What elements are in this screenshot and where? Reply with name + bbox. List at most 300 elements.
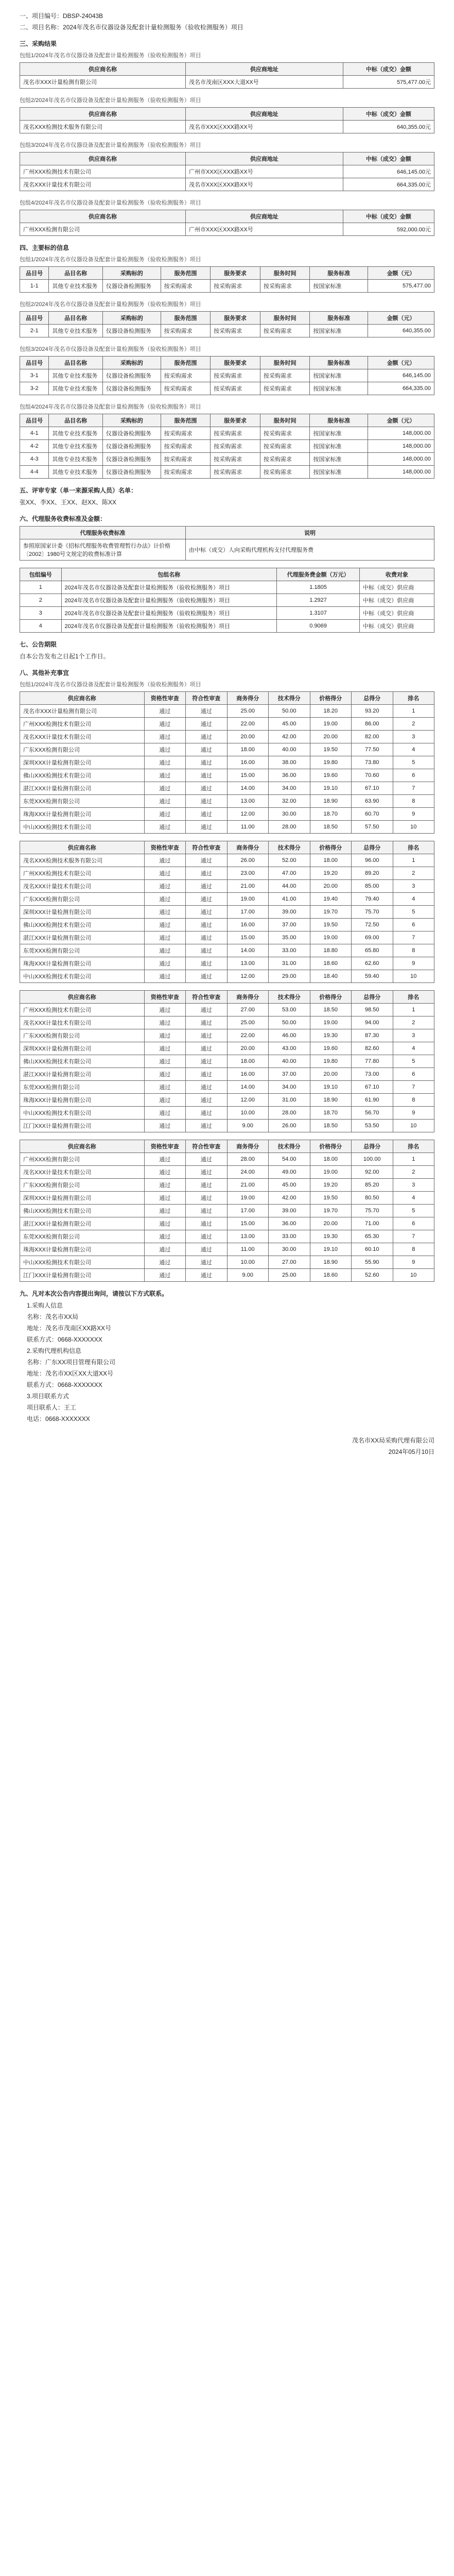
- cell: 通过: [186, 867, 228, 880]
- cell: 22.00: [227, 718, 269, 731]
- cell: 646,145.00元: [343, 165, 434, 178]
- col-header: 服务范围: [161, 312, 211, 325]
- project-name-label: 二、项目名称：: [20, 24, 63, 31]
- table-row: [20, 1081, 434, 1094]
- cell: 57.50: [352, 821, 393, 834]
- cell: 按国家标准: [310, 440, 368, 453]
- table-row: [20, 1217, 434, 1230]
- cell: 广州XXX检测有限公司: [20, 1153, 145, 1166]
- col-header: 服务要求: [211, 414, 260, 427]
- col-header: 服务范围: [161, 414, 211, 427]
- cell: 其他专业技术服务: [49, 369, 103, 382]
- evaluation-table: [20, 841, 434, 983]
- cell: 3-1: [20, 369, 49, 382]
- col-header: 资格性审查: [144, 841, 186, 854]
- cell: 仪器设备检测服务: [102, 280, 161, 293]
- cell: 通过: [144, 1217, 186, 1230]
- cell: 通过: [144, 1107, 186, 1120]
- other-text: 自本公告发布之日起1个工作日。: [20, 653, 110, 660]
- cell: 通过: [186, 718, 228, 731]
- cell: 通过: [144, 1016, 186, 1029]
- cell: 其他专业技术服务: [49, 382, 103, 395]
- cell: 通过: [144, 1269, 186, 1282]
- cell: 按采购需求: [260, 325, 310, 337]
- cell: 18.60: [310, 957, 352, 970]
- cell: 通过: [186, 795, 228, 808]
- cell: 按采购需求: [211, 453, 260, 466]
- cell: 62.60: [352, 957, 393, 970]
- cell: 4-3: [20, 453, 49, 466]
- table-row: [20, 808, 434, 821]
- cell: 珠海XXX计量检测有限公司: [20, 1243, 145, 1256]
- evaluation-table: [20, 1140, 434, 1282]
- cell: 3: [393, 1029, 434, 1042]
- cell: 19.00: [310, 931, 352, 944]
- cell: 中标（成交）供应商: [360, 620, 434, 633]
- cell: 23.00: [227, 867, 269, 880]
- cell: 7: [393, 782, 434, 795]
- cell: 中山XXX检测技术有限公司: [20, 1107, 145, 1120]
- cell: 广东XXX检测有限公司: [20, 1179, 145, 1192]
- cell: 1.2927: [277, 594, 360, 607]
- cell: 10: [393, 1120, 434, 1132]
- cell: 20.00: [227, 1042, 269, 1055]
- cell: 80.50: [352, 1192, 393, 1205]
- cell: 19.00: [227, 893, 269, 906]
- cell: 77.50: [352, 743, 393, 756]
- cell: 75.70: [352, 906, 393, 919]
- col-header: 采购标的: [102, 414, 161, 427]
- cell: 按国家标准: [310, 382, 368, 395]
- col-header: 技术得分: [269, 1140, 310, 1153]
- cell: 60.70: [352, 808, 393, 821]
- col-header: 供应商名称: [20, 692, 145, 705]
- project-no-label: 一、项目编号：: [20, 12, 63, 20]
- cell: 4-2: [20, 440, 49, 453]
- main-info-title: 四、主要标的信息: [20, 244, 69, 251]
- cell: 148,000.00: [368, 440, 434, 453]
- cell: 通过: [144, 1243, 186, 1256]
- cell: 东莞XXX检测有限公司: [20, 944, 145, 957]
- cell: 4: [393, 893, 434, 906]
- cell: 按采购需求: [161, 466, 211, 479]
- col-header: 服务要求: [211, 357, 260, 369]
- cell: 1: [393, 1153, 434, 1166]
- cell: 82.60: [352, 1042, 393, 1055]
- col-header: 品目号: [20, 414, 49, 427]
- cell: 东莞XXX检测有限公司: [20, 795, 145, 808]
- col-header: 中标（成交）金额: [343, 63, 434, 76]
- col-header: 品目号: [20, 267, 49, 280]
- cell: 50.00: [269, 1016, 310, 1029]
- cell: 28.00: [227, 1153, 269, 1166]
- cell: 广州市XXX区XXX路XX号: [186, 165, 343, 178]
- cell: 1: [393, 854, 434, 867]
- table-row: [20, 594, 434, 607]
- cell: 19.50: [310, 743, 352, 756]
- pm-title: 3.项目联系方式: [27, 1393, 69, 1400]
- cell: 37.00: [269, 919, 310, 931]
- col-header: 价格得分: [310, 1140, 352, 1153]
- cell: 通过: [186, 1256, 228, 1269]
- package4-title: 包组4/2024年茂名市仪器设备及配套计量检测服务（验收检测服务）项目: [20, 200, 201, 206]
- cell: 按采购需求: [260, 369, 310, 382]
- col-header: 代理服务收费标准: [20, 527, 186, 539]
- cell: 20.00: [310, 1217, 352, 1230]
- table-row: [20, 1029, 434, 1042]
- col-header: 品目名称: [49, 312, 103, 325]
- table-row: [20, 1068, 434, 1081]
- cell: 87.30: [352, 1029, 393, 1042]
- col-header: 价格得分: [310, 991, 352, 1004]
- cell: 广州XXX检测技术有限公司: [20, 867, 145, 880]
- table-row: [20, 1016, 434, 1029]
- cell: 按采购需求: [161, 369, 211, 382]
- footer-date: 2024年05月10日: [388, 1448, 434, 1455]
- cell: 按采购需求: [211, 382, 260, 395]
- table-row: [20, 944, 434, 957]
- eval-title: 八、其他补充事宜: [20, 669, 69, 676]
- cell: 72.50: [352, 919, 393, 931]
- agency-addr: 地址：茂名市XX区XX大道XX号: [27, 1370, 114, 1377]
- cell: 19.80: [310, 1055, 352, 1068]
- cell: 通过: [144, 1068, 186, 1081]
- table-row: [20, 223, 434, 236]
- cell: 通过: [144, 705, 186, 718]
- table-row: [20, 957, 434, 970]
- eval-note: 包组1/2024年茂名市仪器设备及配套计量检测服务（验收检测服务）项目: [20, 682, 201, 688]
- cell: 通过: [186, 1029, 228, 1042]
- col-header: 品目名称: [49, 267, 103, 280]
- cell: 通过: [186, 919, 228, 931]
- cell: 通过: [186, 906, 228, 919]
- cell: 广州XXX检测有限公司: [20, 223, 186, 236]
- cell: 按采购需求: [211, 466, 260, 479]
- cell: 0.9069: [277, 620, 360, 633]
- cell: 50.00: [269, 705, 310, 718]
- cell: 东莞XXX检测有限公司: [20, 1081, 145, 1094]
- cell: 36.00: [269, 1217, 310, 1230]
- cell: 27.00: [269, 1256, 310, 1269]
- cell: 仪器设备检测服务: [102, 382, 161, 395]
- col-header: 服务范围: [161, 357, 211, 369]
- cell: 12.00: [227, 970, 269, 983]
- cell: 通过: [144, 919, 186, 931]
- cell: 按采购需求: [260, 427, 310, 440]
- cell: 仪器设备检测服务: [102, 325, 161, 337]
- cell: 44.00: [269, 880, 310, 893]
- cell: 19.10: [310, 1243, 352, 1256]
- contact-title: 九、凡对本次公告内容提出询问，请按以下方式联系。: [20, 1290, 168, 1297]
- cell: 茂名XXX检测技术服务有限公司: [20, 121, 186, 133]
- cell: 18.40: [310, 970, 352, 983]
- cell: 通过: [144, 1004, 186, 1016]
- table-row: [20, 756, 434, 769]
- cell: 26.00: [269, 1120, 310, 1132]
- table-row: [20, 440, 434, 453]
- cell: 36.00: [269, 769, 310, 782]
- table-row: [20, 1243, 434, 1256]
- table-row: [20, 970, 434, 983]
- cell: 18.80: [310, 944, 352, 957]
- table-row: [20, 369, 434, 382]
- cell: 15.00: [227, 769, 269, 782]
- cell: 2024年茂名市仪器设备及配套计量检测服务（验收检测服务）项目: [61, 594, 277, 607]
- cell: 佛山XXX检测技术有限公司: [20, 1055, 145, 1068]
- cell: 由中标（成交）人向采购代理机构支付代理服务费: [186, 539, 434, 561]
- cell: 通过: [144, 795, 186, 808]
- package4-table: [20, 210, 434, 236]
- table-row: [20, 1179, 434, 1192]
- cell: 67.10: [352, 782, 393, 795]
- cell: 按采购需求: [211, 427, 260, 440]
- cell: 佛山XXX检测技术有限公司: [20, 769, 145, 782]
- table-row: [20, 1094, 434, 1107]
- cell: 3-2: [20, 382, 49, 395]
- cell: 18.20: [310, 705, 352, 718]
- cell: 中山XXX检测技术有限公司: [20, 1256, 145, 1269]
- cell: 100.00: [352, 1153, 393, 1166]
- eval-tables: [20, 691, 434, 1282]
- cell: 61.90: [352, 1094, 393, 1107]
- results-title: 三、采购结果: [20, 40, 57, 47]
- col-header: 总得分: [352, 1140, 393, 1153]
- cell: 70.60: [352, 769, 393, 782]
- cell: 2024年茂名市仪器设备及配套计量检测服务（验收检测服务）项目: [61, 620, 277, 633]
- fee-title: 六、代理服务收费标准及金额：: [20, 515, 107, 522]
- package2-table: [20, 107, 434, 133]
- cell: 20.00: [310, 1068, 352, 1081]
- col-header: 中标（成交）金额: [343, 152, 434, 165]
- cell: 按采购需求: [211, 440, 260, 453]
- cell: 46.00: [269, 1029, 310, 1042]
- cell: 其他专业技术服务: [49, 440, 103, 453]
- cell: 148,000.00: [368, 466, 434, 479]
- review-title: 五、评审专家（单一来源采购人员）名单：: [20, 487, 137, 494]
- cell: 6: [393, 1217, 434, 1230]
- col-header: 服务要求: [211, 267, 260, 280]
- cell: 仪器设备检测服务: [102, 440, 161, 453]
- cell: 通过: [144, 1042, 186, 1055]
- cell: 55.90: [352, 1256, 393, 1269]
- cell: 2-1: [20, 325, 49, 337]
- cell: 通过: [144, 1029, 186, 1042]
- table-row: [20, 705, 434, 718]
- cell: 56.70: [352, 1107, 393, 1120]
- cell: 19.70: [310, 1205, 352, 1217]
- cell: 按采购需求: [161, 382, 211, 395]
- cell: 14.00: [227, 944, 269, 957]
- service-table-title: 包组3/2024年茂名市仪器设备及配套计量检测服务（验收检测服务）项目: [20, 346, 201, 352]
- cell: 646,145.00: [368, 369, 434, 382]
- cell: 4: [393, 743, 434, 756]
- cell: 2: [393, 1166, 434, 1179]
- cell: 3: [393, 1179, 434, 1192]
- cell: 16.00: [227, 1068, 269, 1081]
- col-header: 采购标的: [102, 267, 161, 280]
- col-header: 供应商名称: [20, 63, 186, 76]
- cell: 93.20: [352, 705, 393, 718]
- service-table-title: 包组1/2024年茂名市仪器设备及配套计量检测服务（验收检测服务）项目: [20, 257, 201, 263]
- col-header: 符合性审查: [186, 692, 228, 705]
- cell: 19.70: [310, 906, 352, 919]
- cell: 75.70: [352, 1205, 393, 1217]
- table-row: [20, 539, 434, 561]
- col-header: 商务得分: [227, 991, 269, 1004]
- col-header: 采购标的: [102, 312, 161, 325]
- cell: 10: [393, 1269, 434, 1282]
- cell: 18.50: [310, 1004, 352, 1016]
- table-row: [20, 782, 434, 795]
- package3-title: 包组3/2024年茂名市仪器设备及配套计量检测服务（验收检测服务）项目: [20, 142, 201, 148]
- cell: 通过: [186, 1055, 228, 1068]
- table-row: [20, 1120, 434, 1132]
- cell: 通过: [186, 1016, 228, 1029]
- cell: 19.00: [310, 718, 352, 731]
- cell: 4-4: [20, 466, 49, 479]
- cell: 19.30: [310, 1029, 352, 1042]
- cell: 640,355.00元: [343, 121, 434, 133]
- cell: 148,000.00: [368, 427, 434, 440]
- cell: 40.00: [269, 743, 310, 756]
- cell: 9: [393, 808, 434, 821]
- cell: 2024年茂名市仪器设备及配套计量检测服务（验收检测服务）项目: [61, 607, 277, 620]
- cell: 18.50: [310, 821, 352, 834]
- col-header: 技术得分: [269, 692, 310, 705]
- cell: 148,000.00: [368, 453, 434, 466]
- col-header: 服务时间: [260, 312, 310, 325]
- cell: 10: [393, 970, 434, 983]
- cell: 73.80: [352, 756, 393, 769]
- table-row: [20, 893, 434, 906]
- cell: 中山XXX检测技术有限公司: [20, 970, 145, 983]
- cell: 18.90: [310, 795, 352, 808]
- cell: 深圳XXX计量检测有限公司: [20, 756, 145, 769]
- cell: 通过: [186, 1269, 228, 1282]
- cell: 19.20: [310, 867, 352, 880]
- table-row: [20, 382, 434, 395]
- cell: 按国家标准: [310, 453, 368, 466]
- cell: 茂名市茂南区XXX大道XX号: [186, 76, 343, 89]
- cell: 63.90: [352, 795, 393, 808]
- cell: 通过: [144, 731, 186, 743]
- cell: 通过: [186, 1004, 228, 1016]
- cell: 20.00: [227, 731, 269, 743]
- cell: 茂名XXX计量技术有限公司: [20, 178, 186, 191]
- service-tables: [20, 255, 434, 479]
- col-header: 总得分: [352, 841, 393, 854]
- cell: 98.50: [352, 1004, 393, 1016]
- cell: 通过: [144, 1166, 186, 1179]
- col-header: 品目号: [20, 312, 49, 325]
- col-header: 资格性审查: [144, 991, 186, 1004]
- cell: 按采购需求: [211, 369, 260, 382]
- cell: 深圳XXX计量检测有限公司: [20, 1192, 145, 1205]
- cell: 通过: [186, 931, 228, 944]
- cell: 通过: [144, 782, 186, 795]
- cell: 中标（成交）供应商: [360, 607, 434, 620]
- cell: 22.00: [227, 1029, 269, 1042]
- col-header: 服务标准: [310, 267, 368, 280]
- cell: 49.00: [269, 1166, 310, 1179]
- col-header: 供应商名称: [20, 1140, 145, 1153]
- table-row: [20, 1107, 434, 1120]
- cell: 37.00: [269, 1068, 310, 1081]
- cell: 16.00: [227, 756, 269, 769]
- col-header: 总得分: [352, 692, 393, 705]
- cell: 仪器设备检测服务: [102, 369, 161, 382]
- cell: 4: [20, 620, 62, 633]
- cell: 20.00: [310, 731, 352, 743]
- table-row: [20, 1269, 434, 1282]
- table-row: [20, 743, 434, 756]
- cell: 按采购需求: [161, 427, 211, 440]
- cell: 8: [393, 944, 434, 957]
- pm-name: 项目联系人：王工: [27, 1404, 77, 1411]
- cell: 7: [393, 931, 434, 944]
- cell: 19.80: [310, 756, 352, 769]
- cell: 按采购需求: [161, 440, 211, 453]
- col-header: 包组编号: [20, 568, 62, 581]
- cell: 32.00: [269, 795, 310, 808]
- cell: 19.00: [310, 1166, 352, 1179]
- cell: 6: [393, 919, 434, 931]
- cell: 40.00: [269, 1055, 310, 1068]
- table-row: [20, 581, 434, 594]
- buyer-title: 1.采购人信息: [27, 1302, 63, 1309]
- col-header: 价格得分: [310, 841, 352, 854]
- cell: 19.50: [310, 1192, 352, 1205]
- col-header: 总得分: [352, 991, 393, 1004]
- cell: 9: [393, 1256, 434, 1269]
- cell: 通过: [186, 1068, 228, 1081]
- col-header: 排名: [393, 991, 434, 1004]
- cell: 53.50: [352, 1120, 393, 1132]
- cell: 茂名XXX计量技术有限公司: [20, 1166, 145, 1179]
- cell: 按国家标准: [310, 427, 368, 440]
- cell: 5: [393, 1055, 434, 1068]
- cell: 9.00: [227, 1269, 269, 1282]
- cell: 2: [20, 594, 62, 607]
- cell: 通过: [144, 880, 186, 893]
- cell: 通过: [144, 1153, 186, 1166]
- cell: 52.00: [269, 854, 310, 867]
- cell: 45.00: [269, 1179, 310, 1192]
- cell: 仪器设备检测服务: [102, 466, 161, 479]
- col-header: 技术得分: [269, 991, 310, 1004]
- cell: 10.00: [227, 1107, 269, 1120]
- cell: 5: [393, 906, 434, 919]
- col-header: 供应商名称: [20, 108, 186, 121]
- cell: 其他专业技术服务: [49, 427, 103, 440]
- service-table: [20, 311, 434, 337]
- cell: 通过: [144, 1256, 186, 1269]
- cell: 广东XXX检测有限公司: [20, 743, 145, 756]
- cell: 664,335.00元: [343, 178, 434, 191]
- cell: 按采购需求: [161, 280, 211, 293]
- cell: 通过: [144, 906, 186, 919]
- cell: 45.00: [269, 718, 310, 731]
- cell: 按采购需求: [260, 453, 310, 466]
- cell: 18.00: [310, 1153, 352, 1166]
- cell: 18.90: [310, 1094, 352, 1107]
- cell: 茂名XXX计量技术有限公司: [20, 1016, 145, 1029]
- footer: [20, 1436, 434, 1456]
- cell: 52.60: [352, 1269, 393, 1282]
- cell: 按采购需求: [161, 453, 211, 466]
- service-table: [20, 266, 434, 293]
- table-row: [20, 919, 434, 931]
